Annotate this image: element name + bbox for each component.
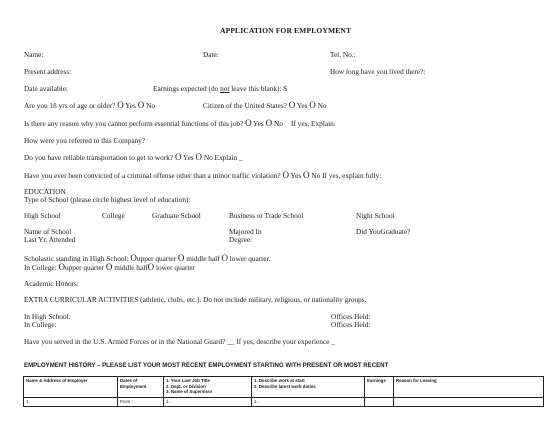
col-header-job: 1. Your Last Job Title 2. Dept. or Division 3. Name of Supervisor [164, 377, 252, 398]
how-long-label: How long have you lived there?: [330, 67, 426, 76]
job-cell[interactable]: 1. [164, 398, 252, 407]
citizen-no-circle[interactable]: O [309, 100, 316, 110]
degree-label: Degree: [229, 235, 253, 244]
school-option-high-school[interactable]: High School [24, 211, 61, 220]
scholastic-standing-college: In College: Oupper quarter O middle halfO lower quarter [24, 262, 196, 272]
in-college-label: In College: [24, 320, 57, 329]
col-header-employer: Name & Address of Employer [24, 377, 118, 398]
work-cell[interactable]: 1. [252, 398, 365, 407]
col-header-earnings: Earnings [365, 377, 394, 398]
transport-yes-circle[interactable]: O [174, 152, 182, 162]
college-upper-circle[interactable]: O [58, 262, 65, 272]
tel-label: Tel. No.: [330, 50, 356, 59]
age-question: Are you 18 yrs of age or older? O Yes O No [24, 100, 155, 110]
name-of-school-label: Name of School [24, 227, 72, 236]
armed-forces-question: Have you served in the U.S. Armed Forces or in the National Guard? __ If yes, describe your experience _ [24, 337, 335, 346]
citizen-yes-circle[interactable]: O [288, 100, 296, 110]
extracurricular-label: EXTRA CURRICULAR ACTIVITIES (athletic, clubs, etc.). Do not include military, religious, or nationality groups. [24, 295, 367, 304]
convicted-no-circle[interactable]: O [303, 170, 310, 180]
date-available-label: Date available: [24, 84, 68, 93]
dates-cell[interactable]: From : [118, 398, 164, 407]
convicted-question: Have you ever been convicted of a criminal offense other than a minor traffic violation? O Yes O No If yes, explain fully: [24, 170, 382, 180]
college-middle-circle[interactable]: O [105, 262, 113, 272]
employment-history-heading: EMPLOYMENT HISTORY – PLEASE LIST YOUR MOST RECENT EMPLOYMENT STARTING WITH PRESENT OR MOST RECENT [24, 362, 389, 369]
hs-middle-circle[interactable]: O [177, 253, 185, 263]
col-header-work: 1. Describe work at start 2. Describe latest work duties [252, 377, 365, 398]
type-of-school-label: Type of School (please circle highest level of education): [24, 195, 191, 204]
earnings-expected-label: Earnings expected (do not leave this blank): $ [153, 84, 287, 93]
offices-held-college-label: Offices Held: [331, 320, 371, 329]
employment-history-table [23, 376, 544, 407]
offices-held-hs-label: Offices Held: [331, 312, 371, 321]
convicted-yes-circle[interactable]: O [282, 170, 289, 180]
hs-lower-circle[interactable]: O [221, 253, 228, 263]
table-row [24, 398, 544, 407]
name-label: Name: [24, 50, 44, 59]
date-label: Date: [203, 50, 219, 59]
essential-functions-question: Is there any reason why you cannot perform essential functions of this job? O Yes O No [24, 118, 283, 128]
school-option-business-trade[interactable]: Business or Trade School [229, 211, 304, 220]
reason-no-circle[interactable]: O [265, 118, 273, 128]
hs-upper-circle[interactable]: O [130, 253, 137, 263]
education-heading: EDUCATION [24, 187, 66, 196]
in-high-school-label: In High School: [24, 312, 71, 321]
citizen-question: Citizen of the United States? O Yes O No [203, 100, 327, 110]
school-option-college[interactable]: College [102, 211, 125, 220]
majored-in-label: Majored In [229, 227, 262, 236]
page-title: APPLICATION FOR EMPLOYMENT [220, 26, 352, 35]
scholastic-standing-hs: Scholastic standing in High School: Oupper quarter O middle half O lower quarter. [24, 253, 271, 263]
present-address-label: Present address: [24, 67, 72, 76]
referred-question: How were you referred to this Company? [24, 136, 146, 145]
age-no-circle[interactable]: O [137, 100, 145, 110]
employer-cell[interactable]: 1. [24, 398, 118, 407]
if-yes-explain-label: If yes, Explain: [291, 119, 336, 128]
school-option-night[interactable]: Night School [356, 211, 395, 220]
did-you-graduate-label: Did YouGraduate? [356, 227, 411, 236]
col-header-reason: Reason for Leaving [394, 377, 544, 398]
earnings-cell[interactable] [365, 398, 394, 407]
transport-no-circle[interactable]: O [195, 152, 202, 162]
col-header-dates: Dates of Employment [118, 377, 164, 398]
college-lower-circle[interactable]: O [147, 262, 155, 272]
last-year-attended-label: Last Yr. Attended [24, 235, 76, 244]
school-option-graduate[interactable]: Graduate School [152, 211, 201, 220]
age-yes-circle[interactable]: O [117, 100, 124, 110]
reason-yes-circle[interactable]: O [245, 118, 252, 128]
academic-honors-label: Academic Honors: [24, 279, 79, 288]
transport-question: Do you have reliable transportation to get to work? O Yes O No Explain _ [24, 152, 243, 162]
reason-cell[interactable] [394, 398, 544, 407]
